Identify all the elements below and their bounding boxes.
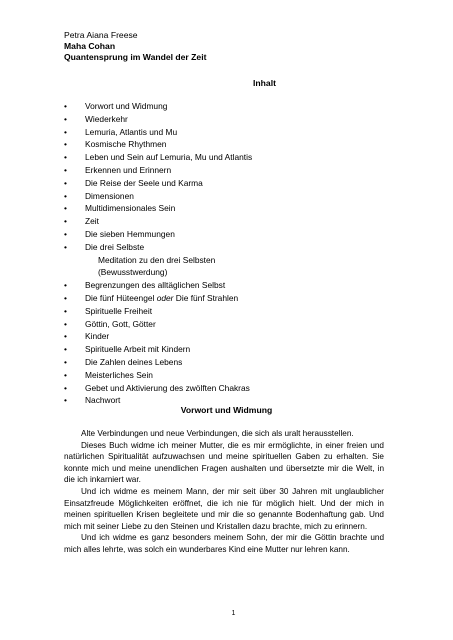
toc-item-text: Begrenzungen des alltäglichen Selbst — [85, 280, 226, 291]
toc-item-text: Kosmische Rhythmen — [85, 139, 167, 150]
toc-item-label — [85, 151, 252, 164]
toc-item-label — [85, 318, 156, 331]
toc-item-text: Lemuria, Atlantis und Mu — [85, 126, 178, 137]
bullet-icon: • — [64, 113, 67, 124]
toc-item-text: Die sieben Hemmungen — [85, 228, 175, 239]
toc-item — [0, 279, 453, 292]
bullet-icon: • — [64, 101, 67, 111]
toc-item — [0, 177, 453, 190]
toc-item-text-tail: Die fünf Strahlen — [173, 292, 239, 303]
section-heading — [0, 405, 453, 416]
section-heading-text: Vorwort und Widmung — [180, 405, 273, 415]
toc-item-text: Wiederkehr — [85, 113, 128, 124]
toc-item-text: Die Zahlen deines Lebens — [85, 356, 183, 367]
toc-item-text: Leben und Sein auf Lemuria, Mu und Atlantis — [85, 152, 253, 163]
toc-item — [0, 292, 453, 305]
toc-item-label — [85, 279, 225, 292]
toc-item — [0, 164, 453, 177]
bullet-icon: • — [64, 369, 67, 380]
toc-item-text: Spirituelle Arbeit mit Kindern — [85, 344, 191, 355]
paragraph: Und ich widme es ganz besonders meinem Sohn, der mir die Göttin brachte und mich alles lehrte, was solch ein wunderbares Kind eine Mutter nur lehren kann. — [64, 533, 384, 554]
toc-subitem — [0, 266, 453, 279]
paragraph: Dieses Buch widme ich meiner Mutter, die es mir ermöglichte, in einer freien und natürlichen Spiritualität aufzuwachsen und meine spirituellen Gaben zu erhalten. Sie konnte mich und meine unendlichen Fragen aushalten und übersetzte mir die Welt, in die ich inkarniert war. — [64, 440, 384, 485]
toc-item-text: Gebet und Aktivierung des zwölften Chakras — [85, 382, 250, 393]
toc-item-text: Dimensionen — [85, 190, 134, 201]
page-number — [0, 610, 453, 617]
bullet-icon: • — [64, 395, 67, 406]
toc-item-text: Die fünf Hüteengel — [85, 292, 157, 303]
toc-subitem-label: Meditation zu den drei Selbsten — [98, 254, 216, 265]
toc-item-text: Die Reise der Seele und Karma — [85, 177, 203, 188]
toc-item — [0, 305, 453, 318]
toc-item — [0, 126, 453, 139]
bullet-icon: • — [64, 126, 67, 137]
bullet-icon: • — [64, 344, 67, 355]
toc-item-text: Multidimensionales Sein — [85, 203, 176, 214]
bullet-icon: • — [64, 280, 67, 291]
toc-item-text: Kinder — [85, 331, 110, 342]
toc-item-label — [85, 228, 175, 241]
page-number-text: 1 — [231, 610, 236, 617]
toc-item — [0, 330, 453, 343]
bullet-icon: • — [64, 203, 67, 214]
bullet-icon: • — [64, 305, 67, 316]
toc-item-label — [85, 215, 99, 228]
toc-item-label — [85, 369, 153, 382]
table-of-contents — [0, 100, 453, 407]
toc-item — [0, 356, 453, 369]
toc-item-label — [85, 100, 167, 113]
toc-heading-text: Inhalt — [253, 78, 276, 88]
toc-item-text: Spirituelle Freiheit — [85, 305, 153, 316]
toc-item-label — [85, 305, 152, 318]
paragraph: Alte Verbindungen und neue Verbindungen, die sich als uralt herausstellen. — [81, 429, 354, 438]
author-name: Petra Aiana Freese — [64, 30, 138, 40]
bullet-icon: • — [64, 177, 67, 188]
toc-item-label — [85, 330, 109, 343]
toc-item-label — [85, 343, 190, 356]
bullet-icon: • — [64, 228, 67, 239]
toc-item-label — [85, 382, 250, 395]
toc-item-text: Erkennen und Erinnern — [85, 164, 172, 175]
toc-item — [0, 369, 453, 382]
toc-item-label — [85, 164, 171, 177]
toc-item-label — [85, 113, 128, 126]
toc-item — [0, 138, 453, 151]
toc-item — [0, 113, 453, 126]
bullet-icon: • — [64, 241, 67, 252]
bullet-icon: • — [64, 382, 67, 393]
toc-item-label — [85, 202, 175, 215]
toc-item-label — [85, 241, 144, 254]
body-text — [64, 428, 384, 556]
bullet-icon: • — [64, 318, 67, 329]
toc-subitem — [0, 254, 453, 267]
toc-item-text: Die drei Selbste — [85, 241, 145, 252]
bullet-icon: • — [64, 164, 67, 175]
book-subtitle: Quantensprung im Wandel der Zeit — [64, 52, 207, 62]
toc-item — [0, 318, 453, 331]
toc-heading — [0, 78, 453, 89]
toc-item-emphasis: oder — [156, 292, 174, 303]
toc-item-text: Göttin, Gott, Götter — [85, 318, 156, 329]
toc-item — [0, 382, 453, 395]
bullet-icon: • — [64, 216, 67, 227]
toc-item-label — [85, 138, 166, 151]
toc-item — [0, 215, 453, 228]
bullet-icon: • — [64, 356, 67, 367]
toc-item-label — [85, 190, 134, 203]
book-title: Maha Cohan — [64, 41, 116, 51]
toc-item — [0, 100, 453, 113]
paragraph: Und ich widme es meinem Mann, der mir seit über 30 Jahren mit unglaublicher Einsatzfreude Möglichkeiten eröffnet, die ich nie für möglich hielt. Und der mich in meinen spirituellen Krisen begleitete und mir die so genannte Bodenhaftung gab. Und mich mit seiner Liebe zu den Steinen und Kristallen dazu brachte, mich zu erinnern. — [64, 486, 384, 531]
toc-item-text: Zeit — [85, 216, 99, 227]
toc-item — [0, 343, 453, 356]
toc-item-text: Nachwort — [85, 395, 121, 406]
toc-item — [0, 202, 453, 215]
toc-item — [0, 151, 453, 164]
toc-item — [0, 241, 453, 254]
bullet-icon: • — [64, 190, 67, 201]
toc-item-label — [85, 177, 203, 190]
toc-item-label — [85, 126, 177, 139]
toc-item-text: Meisterliches Sein — [85, 369, 153, 380]
toc-item — [0, 228, 453, 241]
toc-subitem-label: (Bewusstwerdung) — [98, 267, 168, 278]
toc-item — [0, 190, 453, 203]
toc-item-label — [85, 356, 182, 369]
bullet-icon: • — [64, 139, 67, 150]
bullet-icon: • — [64, 331, 67, 342]
bullet-icon: • — [64, 152, 67, 163]
toc-item-text: Vorwort und Widmung — [85, 101, 168, 111]
toc-item-label — [85, 292, 238, 305]
bullet-icon: • — [64, 292, 67, 303]
